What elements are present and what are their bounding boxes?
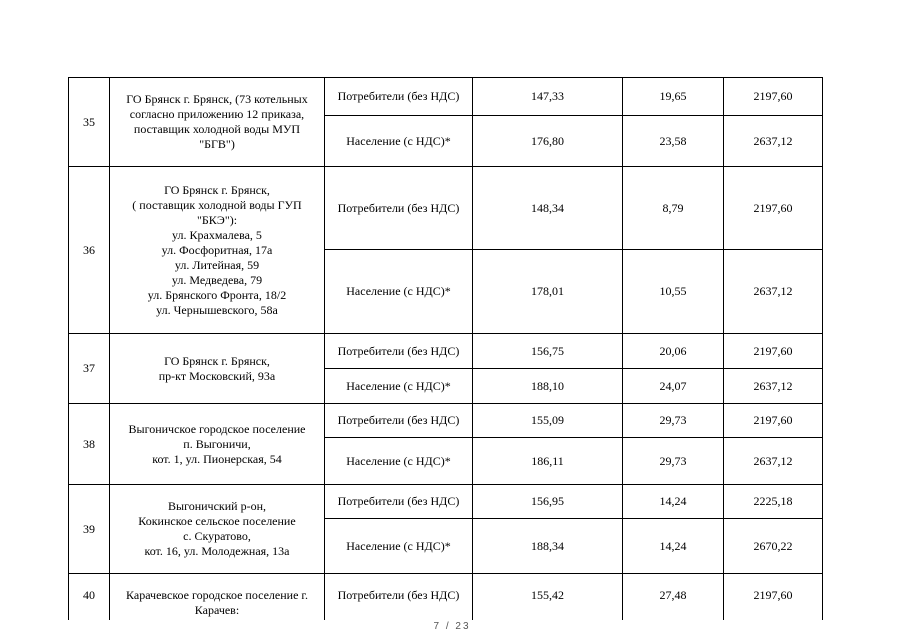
value-cell: 14,24 (623, 485, 724, 519)
value-cell: 2197,60 (724, 574, 823, 620)
value-cell: 2637,12 (724, 369, 823, 404)
value-cell: 29,73 (623, 438, 724, 485)
value-cell: 2637,12 (724, 438, 823, 485)
table-row (69, 334, 823, 369)
value-cell: 10,55 (623, 250, 724, 334)
consumer-type: Население (с НДС)* (325, 369, 473, 404)
row-number: 36 (69, 167, 110, 334)
value-cell: 148,34 (473, 167, 623, 250)
value-cell: 24,07 (623, 369, 724, 404)
table-row (69, 167, 823, 250)
consumer-type: Потребители (без НДС) (325, 404, 473, 438)
consumer-type: Потребители (без НДС) (325, 167, 473, 250)
value-cell: 2225,18 (724, 485, 823, 519)
consumer-type: Население (с НДС)* (325, 438, 473, 485)
value-cell: 188,10 (473, 369, 623, 404)
address-cell: ГО Брянск г. Брянск, пр-кт Московский, 93а (110, 334, 325, 404)
value-cell: 2637,12 (724, 250, 823, 334)
table-row (69, 404, 823, 438)
address-cell: ГО Брянск г. Брянск, ( поставщик холодной воды ГУП "БКЭ"): ул. Крахмалева, 5 ул. Фосфоритная, 17а ул. Литейная, 59 ул. Медведева, 79 ул. Брянского Фронта, 18/2 ул. Чернышевского, 58а (110, 167, 325, 334)
row-number: 37 (69, 334, 110, 404)
tariff-table (68, 77, 823, 620)
value-cell: 29,73 (623, 404, 724, 438)
value-cell: 20,06 (623, 334, 724, 369)
value-cell: 186,11 (473, 438, 623, 485)
row-number: 38 (69, 404, 110, 485)
address-cell: Выгоничское городское поселение п. Выгоничи, кот. 1, ул. Пионерская, 54 (110, 404, 325, 485)
address-cell: Карачевское городское поселение г. Карачев: (110, 574, 325, 620)
value-cell: 8,79 (623, 167, 724, 250)
value-cell: 14,24 (623, 519, 724, 574)
table-row (69, 574, 823, 620)
consumer-type: Население (с НДС)* (325, 519, 473, 574)
row-number: 39 (69, 485, 110, 574)
value-cell: 23,58 (623, 116, 724, 167)
consumer-type: Население (с НДС)* (325, 116, 473, 167)
value-cell: 176,80 (473, 116, 623, 167)
table-row (69, 485, 823, 519)
value-cell: 2637,12 (724, 116, 823, 167)
consumer-type: Потребители (без НДС) (325, 334, 473, 369)
address-cell: Выгоничский р-он, Кокинское сельское поселение с. Скуратово, кот. 16, ул. Молодежная, 13а (110, 485, 325, 574)
value-cell: 27,48 (623, 574, 724, 620)
value-cell: 155,42 (473, 574, 623, 620)
value-cell: 2197,60 (724, 167, 823, 250)
value-cell: 2670,22 (724, 519, 823, 574)
value-cell: 147,33 (473, 78, 623, 116)
value-cell: 156,75 (473, 334, 623, 369)
table-row (69, 78, 823, 116)
value-cell: 19,65 (623, 78, 724, 116)
consumer-type: Потребители (без НДС) (325, 78, 473, 116)
value-cell: 188,34 (473, 519, 623, 574)
value-cell: 2197,60 (724, 78, 823, 116)
value-cell: 2197,60 (724, 404, 823, 438)
row-number: 35 (69, 78, 110, 167)
value-cell: 155,09 (473, 404, 623, 438)
row-number: 40 (69, 574, 110, 620)
consumer-type: Потребители (без НДС) (325, 574, 473, 620)
consumer-type: Потребители (без НДС) (325, 485, 473, 519)
value-cell: 2197,60 (724, 334, 823, 369)
address-cell: ГО Брянск г. Брянск, (73 котельных согласно приложению 12 приказа, поставщик холодной воды МУП "БГВ") (110, 78, 325, 167)
page-number: 7 / 23 (433, 621, 471, 632)
value-cell: 178,01 (473, 250, 623, 334)
value-cell: 156,95 (473, 485, 623, 519)
consumer-type: Население (с НДС)* (325, 250, 473, 334)
